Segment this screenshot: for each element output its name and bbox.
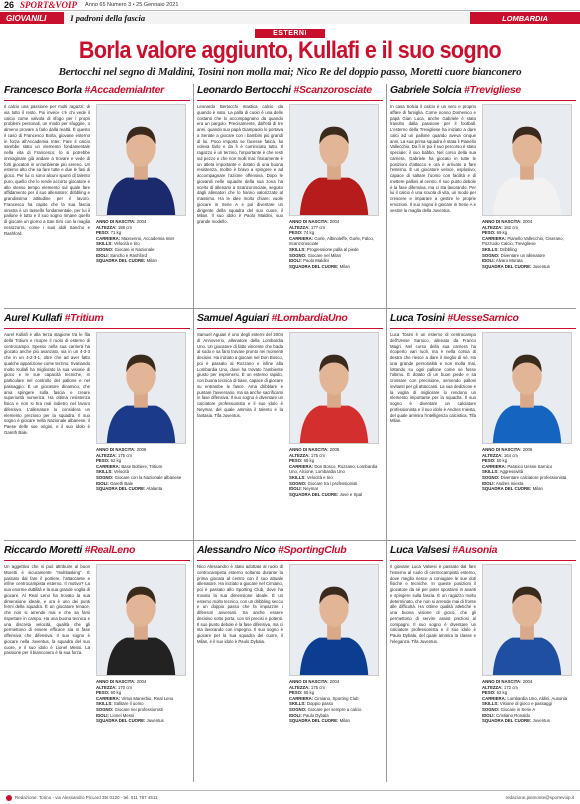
fact-line: [96, 718, 188, 724]
player-card: [197, 544, 383, 782]
fact-value: Sancho e Rashford: [110, 252, 147, 258]
fact-value: Gorle, Albinoleffe, Gorle, Falco, Scanzorosciate: [289, 235, 374, 247]
player-portrait-icon: [290, 105, 378, 215]
column-divider: [386, 84, 387, 782]
fact-value: Paulo Dybala: [303, 712, 329, 718]
player-hashtag: #UesseSarnico: [447, 312, 519, 324]
player-name: Gabriele Solcia: [390, 84, 462, 96]
fact-value: 62 kg: [110, 458, 122, 464]
player-name: Alessandro Nico: [197, 544, 276, 556]
fact-value: Velocità e tiro: [306, 474, 333, 480]
fact-key: ALTEZZA:: [482, 684, 503, 690]
fact-key: PESO:: [96, 230, 110, 236]
player-title: [197, 312, 383, 329]
fact-line: [289, 236, 381, 247]
fact-line: [289, 492, 381, 498]
player-card: [4, 312, 190, 536]
fact-key: CARRIERA:: [96, 235, 121, 241]
fact-key: SOGNO:: [482, 252, 500, 258]
fact-line: [96, 486, 188, 492]
fact-key: ANNO DI NASCITA:: [289, 219, 329, 224]
fact-value: 175 cm: [117, 452, 132, 458]
fact-value: Cristiano Ronaldo: [496, 712, 531, 718]
player-card: [4, 84, 190, 308]
fact-key: ANNO DI NASCITA:: [289, 679, 329, 684]
fact-value: 71 kg: [110, 230, 122, 236]
row-divider: [4, 308, 576, 309]
player-article-text: Leonardo Bertocchi mastica calcio da quando è nato. La palla di cuoio è una delle costanti che lo accompagnano da quando era un pargolo. Precisamente, dall'età di tre anni, quando suo papà Giampaolo lo portava a Seriate a giocare con i bambini più grandi di lui. Poco importa se facesse fatica, lui voleva farlo e da lì è cominciato tutto. Il ragazzo è un terzino, l'importante è che resti sul pezzo e che non molli mai: fisicamente è un atleta importante e dotato di una buona resistenza. Inoltre è bravo a spingere e ad accompagnare l'azione offensiva. Dopo le giovanili nelle squadre della sua zona ha scelto di allenarsi a Scanzorosciate, seguito dagli allenatori che lo hanno valorizzato al massimo. Ha le idee molto chiare: vuole giocare in Serie A e poi diventare un dirigente della squadra del suo cuore, il Milan. Il suo idolo è Paolo Maldini, suo grande modello.: [197, 104, 283, 224]
player-facts: [482, 679, 574, 724]
fact-value: 69 kg: [303, 458, 315, 464]
player-name: Francesco Borla: [4, 84, 82, 96]
fact-value: Dribbling: [499, 246, 517, 252]
fact-key: CARRIERA:: [289, 463, 314, 469]
fact-key: IDOLI:: [96, 712, 109, 718]
fact-key: SKILLS:: [289, 474, 306, 480]
fact-key: SKILLS:: [482, 469, 499, 475]
fact-line: [289, 264, 381, 270]
fact-value: Don Bosco, Rozzano, Lombardia Uno, Alcione, Lombardia Uno: [289, 463, 378, 475]
player-photo: [482, 104, 572, 216]
fact-key: IDOLI:: [482, 712, 495, 718]
player-card: [390, 312, 576, 536]
fact-line: [482, 718, 574, 724]
newspaper-logo: SPORT&VOIP: [20, 0, 78, 10]
fact-line: [482, 264, 574, 270]
fact-key: ALTEZZA:: [289, 684, 310, 690]
fact-key: CARRIERA:: [289, 235, 314, 241]
fact-key: SOGNO:: [289, 480, 307, 486]
player-name: Luca Valsesi: [390, 544, 450, 556]
fact-key: SOGNO:: [482, 706, 500, 712]
fact-value: Alvaro Morata: [495, 258, 523, 264]
fact-value: Doppio passo: [306, 701, 334, 707]
fact-value: Velocità: [113, 469, 129, 475]
fact-value: Progressione palla al piede: [306, 246, 359, 252]
fact-key: SKILLS:: [96, 701, 113, 707]
player-name: Luca Tosini: [390, 312, 445, 324]
fact-value: Giocare per sempre a calcio: [307, 706, 362, 712]
player-card: [197, 312, 383, 536]
fact-key: PESO:: [96, 690, 110, 696]
fact-value: 182 cm: [503, 224, 518, 230]
fact-key: ALTEZZA:: [482, 224, 503, 230]
player-card: [4, 544, 190, 782]
player-photo: [96, 332, 186, 444]
fact-key: SQUADRA DEL CUORE:: [289, 718, 339, 724]
headline: Borla valore aggiunto, Kullafi e il suo sogno: [78, 36, 502, 64]
fact-key: ANNO DI NASCITA:: [96, 679, 136, 684]
fact-key: IDOLI:: [96, 252, 109, 258]
fact-value: Diventare un allenatore: [500, 252, 546, 258]
kicker-label: ESTERNI: [255, 29, 325, 38]
fact-value: 175 cm: [310, 684, 325, 690]
fact-key: ALTEZZA:: [482, 452, 503, 458]
fact-value: Giocare in Serie A: [500, 706, 536, 712]
page-footer: [0, 790, 580, 804]
player-card: [197, 84, 383, 308]
fact-value: Milan: [339, 263, 350, 269]
player-hashtag: #AccademiaInter: [84, 84, 164, 96]
player-photo: [482, 564, 572, 676]
fact-value: Aggressività: [499, 469, 524, 475]
fact-key: SOGNO:: [96, 706, 114, 712]
fact-value: 2006: [522, 447, 533, 452]
fact-key: IDOLI:: [482, 480, 495, 486]
fact-key: CARRIERA:: [482, 235, 507, 241]
fact-value: 172 cm: [503, 684, 518, 690]
fact-key: SQUADRA DEL CUORE:: [96, 486, 146, 492]
fact-key: SOGNO:: [96, 246, 114, 252]
fact-value: Lionel Messi: [110, 712, 134, 718]
fact-value: 60 kg: [110, 690, 122, 696]
fact-key: ALTEZZA:: [96, 452, 117, 458]
player-portrait-icon: [290, 565, 378, 675]
fact-key: SKILLS:: [289, 701, 306, 707]
player-portrait-icon: [483, 105, 571, 215]
fact-value: 2004: [329, 679, 340, 684]
fact-line: [482, 486, 574, 492]
player-title: [197, 84, 383, 101]
fact-key: IDOLI:: [289, 258, 302, 264]
player-portrait-icon: [97, 333, 185, 443]
fact-key: SQUADRA DEL CUORE:: [96, 718, 146, 724]
section-tag: GIOVANILI: [0, 12, 64, 24]
fact-value: 2004: [522, 219, 533, 224]
fact-key: ALTEZZA:: [96, 224, 117, 230]
fact-value: Maxsenroi, Accademia Inter: [121, 235, 175, 241]
fact-key: PESO:: [96, 458, 110, 464]
fact-key: ANNO DI NASCITA:: [482, 219, 522, 224]
player-facts: [482, 447, 574, 492]
column-divider: [193, 84, 194, 782]
fact-value: Base Boltiere, Tritium: [121, 463, 163, 469]
fact-value: Andres Iniesta: [495, 480, 524, 486]
player-article-text: Il calcio una passione per molti ragazzi: di via tutto il resto. Poi invece c'è chi vede il calcio come valvola di sfogo per i propri problemi personali, un modo per sfuggire, o almeno provare a farlo dalla realtà. È questo il caso di Francesco Borla, giovane esterno in forza all'Accademia Inter. Fare il calcio sarebbe stato un elemento fondamentale nella vita di Francesco; lo si potrebbe immaginare già andare a trovare e vede di forti giocatori in un'ambiente più sereno. Un esterno alto che sa fare tutte e due le fasi di gioco. Per lui ci sono alcuni spunti di talento puro, quello che lo rende accorto giocatore e allo stesso tempo elemento sul quale fare affidamento per il suo allenatore: dribbling e grandissima attitudine per il lavoro. Francesco ha capito che la sua fascia sinistra è un tassello fondamentale, per lui il pallone è tutto e il suo sogno rimane quello di giocare un giorno a San Siro con la maglia nerazzurra, come i suoi idoli Sancho e Rashford.: [4, 104, 90, 236]
footer-left: Redazione: Torino - via Alessandro Piccard 35/ 0120 - tel. 011 787 4511: [15, 794, 158, 800]
player-article-text: Luca Tosini è un esterno di centrocampo dell'Uesse Sarnico, allenato da Franco Magri. Nel corso della sua carriera ha ricoperto vari ruoli, ma è nella corsia di destra che riesce a dare il meglio di sé. Ha una grande personalità e non molla mai, lottando su ogni pallone come se fosse l'ultimo. È dotato di un buon piede e sa crossare con precisione, servendo palloni invitanti per gli attaccanti. La sua dedizione e la voglia di migliorare lo rendono un elemento importante per la squadra. Il suo sogno è diventare un calciatore professionista e il suo idolo è Andres Iniesta, del quale ammira l'intelligenza calcistica. Tifa Milan.: [390, 332, 476, 424]
fact-key: SKILLS:: [482, 701, 499, 707]
fact-value: Paratico Uesse Sarnico: [507, 463, 553, 469]
player-facts: [96, 219, 188, 264]
fact-key: PESO:: [289, 230, 303, 236]
fact-key: SOGNO:: [482, 474, 500, 480]
player-portrait-icon: [97, 565, 185, 675]
player-photo: [482, 332, 572, 444]
fact-value: Giocare in Nazionale: [114, 246, 155, 252]
player-hashtag: #RealLeno: [84, 544, 136, 556]
fact-value: Milan: [339, 718, 350, 724]
player-hashtag: #Trevigliese: [464, 84, 521, 96]
fact-value: Giocare nei professionisti: [114, 706, 163, 712]
player-name: Aurel Kullafi: [4, 312, 62, 324]
player-name: Riccardo Moretti: [4, 544, 83, 556]
player-card: [390, 84, 576, 308]
fact-value: Giocare nel Milan: [307, 252, 342, 258]
player-title: [197, 544, 383, 561]
row-divider: [4, 540, 576, 541]
fact-key: SQUADRA DEL CUORE:: [289, 263, 339, 269]
fact-key: SKILLS:: [482, 246, 499, 252]
fact-value: 164 cm: [503, 452, 518, 458]
fact-value: Milan: [532, 486, 543, 492]
fact-value: Gareth Bale: [110, 480, 134, 486]
fact-key: SKILLS:: [289, 246, 306, 252]
player-facts: [289, 679, 381, 724]
fact-key: ALTEZZA:: [96, 684, 117, 690]
player-photo: [289, 332, 379, 444]
player-article-text: In casa Solcia il calcio è un vero e proprio affare di famiglia. Come nonno Domenico e papà Gian Luca, anche Gabriele è stato travolto dalla passione per il football. L'esterno della Trevigliese ha iniziato a dare calci ad un pallone quando aveva cinque anni. La sua prima squadra è stata il Pianello Vallecchio. Da lì in poi il suo percorso è stato speciale: il suo babbo, Nel corso della sua carriera, Gabriele ha giocato in tutte le posizioni d'attacco e ora è arrivato a fare l'esterno. È un giocatore veloce, esplosivo, capace di saltare l'uomo con facilità e di mettere palloni al centro. Il suo punto debole è la fase difensiva, ma ci sta lavorando. Per lui il calcio è una scuola di vita, un modo per crescere e imparare a gestire le proprie emozioni. Il suo sogno è giocare in Serie A e vestire la maglia della Juventus.: [390, 104, 476, 213]
player-article-text: Samuel Aguiari è uno degli esterni del 2004 di Annoverrio, allenatore della Lombardia Uno. Un giocatore di fatto vincente che bada al sodo e sa farsi trovare pronto nei momenti decisivi. Ha iniziato a giocare nel Don Bosco, poi è passato al Rozzano e infine alla Lombardia Uno, dove ha trovato l'ambiente giusto per esprimersi. È un esterno rapido, con buona tecnica di base, capace di giocare su entrambe le fasce. Ama dribblare e puntare l'avversario, ma sa anche sacrificarsi in fase difensiva. Il suo sogno è diventare un calciatore professionista e il suo idolo è Neymar, del quale ammira il talento e la fantasia. Tifa Juventus.: [197, 332, 283, 418]
fact-key: PESO:: [482, 230, 496, 236]
fact-key: CARRIERA:: [482, 695, 507, 701]
fact-value: 170 cm: [117, 684, 132, 690]
fact-value: 2006: [136, 447, 147, 452]
player-name: Leonardo Bertocchi: [197, 84, 291, 96]
fact-value: Juve e Spal: [339, 491, 363, 497]
fact-value: 2004: [329, 219, 340, 224]
fact-value: Juventus: [146, 718, 164, 724]
fact-value: Giocare con la Nazionale albanese: [114, 474, 182, 480]
player-facts: [96, 679, 188, 724]
player-grid: [4, 84, 576, 782]
fact-value: Giocare tra i professionisti: [307, 480, 358, 486]
fact-value: 188 cm: [117, 224, 132, 230]
fact-line: [482, 236, 574, 247]
fact-value: 2005: [329, 447, 340, 452]
fact-value: Velocità e tiro: [113, 241, 140, 247]
player-facts: [289, 447, 381, 497]
player-portrait-icon: [97, 105, 185, 215]
fact-value: Paolo Maldini: [303, 258, 329, 264]
player-portrait-icon: [290, 333, 378, 443]
fact-value: Milan: [146, 258, 157, 264]
fact-value: 2004: [136, 679, 147, 684]
fact-value: 177 cm: [310, 224, 325, 230]
fact-key: SQUADRA DEL CUORE:: [482, 718, 532, 724]
fact-line: [289, 464, 381, 475]
player-facts: [289, 219, 381, 269]
page-number: 26: [4, 0, 15, 10]
fact-key: PESO:: [289, 458, 303, 464]
fact-key: CARRIERA:: [96, 695, 121, 701]
player-title: [4, 312, 190, 329]
fact-key: ANNO DI NASCITA:: [96, 219, 136, 224]
fact-key: ANNO DI NASCITA:: [482, 679, 522, 684]
page-header: [0, 0, 580, 11]
fact-key: PESO:: [482, 458, 496, 464]
fact-value: Lombardia Uno, Aldini, Ausonia: [507, 695, 568, 701]
fact-key: SQUADRA DEL CUORE:: [289, 491, 339, 497]
fact-key: SOGNO:: [96, 474, 114, 480]
fact-key: SOGNO:: [289, 706, 307, 712]
fact-key: ANNO DI NASCITA:: [482, 447, 522, 452]
player-photo: [96, 104, 186, 216]
fact-key: SKILLS:: [96, 469, 113, 475]
fact-value: Atalanta: [146, 486, 163, 492]
fact-value: 2004: [522, 679, 533, 684]
fact-value: 50 kg: [496, 458, 508, 464]
fact-value: 65 kg: [303, 690, 315, 696]
fact-value: 175 cm: [310, 452, 325, 458]
fact-key: IDOLI:: [289, 486, 302, 492]
player-hashtag: #LombardiaUno: [271, 312, 348, 324]
player-name: Samuel Aguiari: [197, 312, 269, 324]
fact-value: Diventare calciatore professionista: [500, 474, 567, 480]
fact-value: Virtus Manerbio, Real Leno: [121, 695, 174, 701]
fact-line: [289, 718, 381, 724]
player-hashtag: #Ausonia: [452, 544, 498, 556]
player-article-text: Un aggettivo che si può attribuire al buon Moretti è sicuramente “multitasking”. È passato dal fare il portiere, l'attaccante e infine centrocampista esterno. Il motivo? La sua enorme duttilità e la sua grande voglia di giocare. Al Real Leno ha trovato la sua dimensione ideale, e ora è uno dei punti fermi della squadra. È un giocatore tenace, che non si arrende mai e che sa farsi rispettare in campo. Ha una buona tecnica e una discreta velocità, qualità che gli permettono di essere efficace sia in fase offensiva che difensiva. Il suo sogno è giocare nella Juventus, la squadra del suo cuore, e il suo idolo è Lionel Messi. La passione per il bianconero è la sua forza.: [4, 564, 90, 656]
fact-value: 74 kg: [303, 230, 315, 236]
player-photo: [289, 104, 379, 216]
player-card: [390, 544, 576, 782]
fact-key: SKILLS:: [96, 241, 113, 247]
player-photo: [96, 564, 186, 676]
fact-value: Juventus: [532, 718, 550, 724]
fact-key: SOGNO:: [289, 252, 307, 258]
fact-key: PESO:: [289, 690, 303, 696]
player-article-text: Aurel Kullafi è alla terza stagione tra le fila della Tritium e ricopre il ruolo di esterno di centrocampo. Spesso nella sua carriera ha giocato anche più avanzato, sia in un 4-3-3 che in un 4-2-3-1, oltre che ad aver fatto qualche apparizione come terzino. Svariando molto Kullafi ha migliorato la sua visione di gioco e le sue capacità tecniche, in particolare nel controllo del pallone e nel passaggio. È un giocatore dinamico, che ama spingere sulla fascia e creare superiorità numerica. Ha ottima resistenza fisica e non si tira mai indietro nel lavoro difensivo. L'allenatore lo considera un elemento prezioso per la squadra. Il suo sogno è giocare nella Nazionale albanese, il Paese delle sue origini, e il suo idolo è Gareth Bale.: [4, 332, 90, 435]
player-title: [390, 312, 576, 329]
player-photo: [289, 564, 379, 676]
fact-key: ALTEZZA:: [289, 224, 310, 230]
fact-value: Pianello Vallecchio, Ciserano, Pozzuolo Calcio, Trevigliese: [482, 235, 564, 247]
fact-value: 62 kg: [496, 690, 508, 696]
fact-key: ALTEZZA:: [289, 452, 310, 458]
red-dot-icon: [6, 795, 12, 801]
fact-value: Neymar: [303, 486, 319, 492]
fact-key: CARRIERA:: [289, 695, 314, 701]
fact-key: ANNO DI NASCITA:: [96, 447, 136, 452]
player-facts: [96, 447, 188, 492]
fact-key: CARRIERA:: [482, 463, 507, 469]
player-article-text: Nico Alessandro è stato adottato al ruolo di centrocampista esterno soltanto durante la prima giocata al centro con il suo attuale allenatore. Ha iniziato a giocare nel Cimiano, poi è passato allo Sporting Club, dove ha trovato la sua dimensione ideale. È un esterno molto tecnico, con un dribbling secco e un doppio passo che fa impazzire i difensori avversari. Sa anche essere decisivo sotto porta, con tiri precisi e potenti. Il suo punto debole è la fase difensiva, ma ci sta lavorando con impegno. Il suo sogno è giocare per la sua squadra del cuore, il Milan, e il suo idolo è Paulo Dybala.: [197, 564, 283, 644]
fact-value: Cimiano, Sporting Club: [314, 695, 359, 701]
player-portrait-icon: [483, 333, 571, 443]
fact-key: SQUADRA DEL CUORE:: [482, 263, 532, 269]
section-title: I padroni della fascia: [64, 12, 470, 24]
player-title: [4, 84, 190, 101]
fact-value: 69 kg: [496, 230, 508, 236]
region-label: LOMBARDIA: [470, 12, 580, 24]
footer-right: redazione.piemonte@sportevoip.it: [505, 795, 574, 800]
player-title: [390, 84, 576, 101]
player-title: [4, 544, 190, 561]
player-article-text: Il giovane Luca Valsesi è passato dal fare l'esterno al ruolo di centrocampista esterno, dove meglio riesce a coniugare le sue doti fisiche e tecniche. In queste posizioni il giocatore da sé per poter spostarsi in avanti e spingere sulla fascia. È un ragazzo molto determinato, che non si arrende mai di fronte alle difficoltà. Ha ottime qualità atletiche e una buona visione di gioco, che gli permettono di servire assist preziosi ai compagni. Il suo sogno è diventare un calciatore professionista e il suo idolo è Paulo Dybala, del quale ammira la classe e l'eleganza. Tifa Juventus.: [390, 564, 476, 644]
fact-key: PESO:: [482, 690, 496, 696]
section-bar: [0, 12, 580, 24]
issue-info: Anno 65 Numero 3 • 25 Gennaio 2021: [85, 2, 179, 8]
player-hashtag: #Scanzorosciate: [293, 84, 372, 96]
fact-line: [96, 258, 188, 264]
fact-value: 2004: [136, 219, 147, 224]
fact-key: IDOLI:: [482, 258, 495, 264]
fact-key: SQUADRA DEL CUORE:: [482, 486, 532, 492]
fact-key: IDOLI:: [96, 480, 109, 486]
subheadline: Bertocchi nel segno di Maldini, Tosini non molla mai; Nico Re del doppio passo, Moretti cuore bianconero: [58, 66, 522, 78]
player-hashtag: #SportingClub: [277, 544, 347, 556]
fact-value: Visione di gioco e passaggi: [499, 701, 552, 707]
fact-value: Salitare il uomo: [113, 701, 144, 707]
fact-key: CARRIERA:: [96, 463, 121, 469]
player-portrait-icon: [483, 565, 571, 675]
fact-value: Juventus: [532, 263, 550, 269]
fact-key: SQUADRA DEL CUORE:: [96, 258, 146, 264]
fact-key: IDOLI:: [289, 712, 302, 718]
player-title: [390, 544, 576, 561]
player-facts: [482, 219, 574, 269]
player-hashtag: #Tritium: [64, 312, 104, 324]
fact-key: ANNO DI NASCITA:: [289, 447, 329, 452]
